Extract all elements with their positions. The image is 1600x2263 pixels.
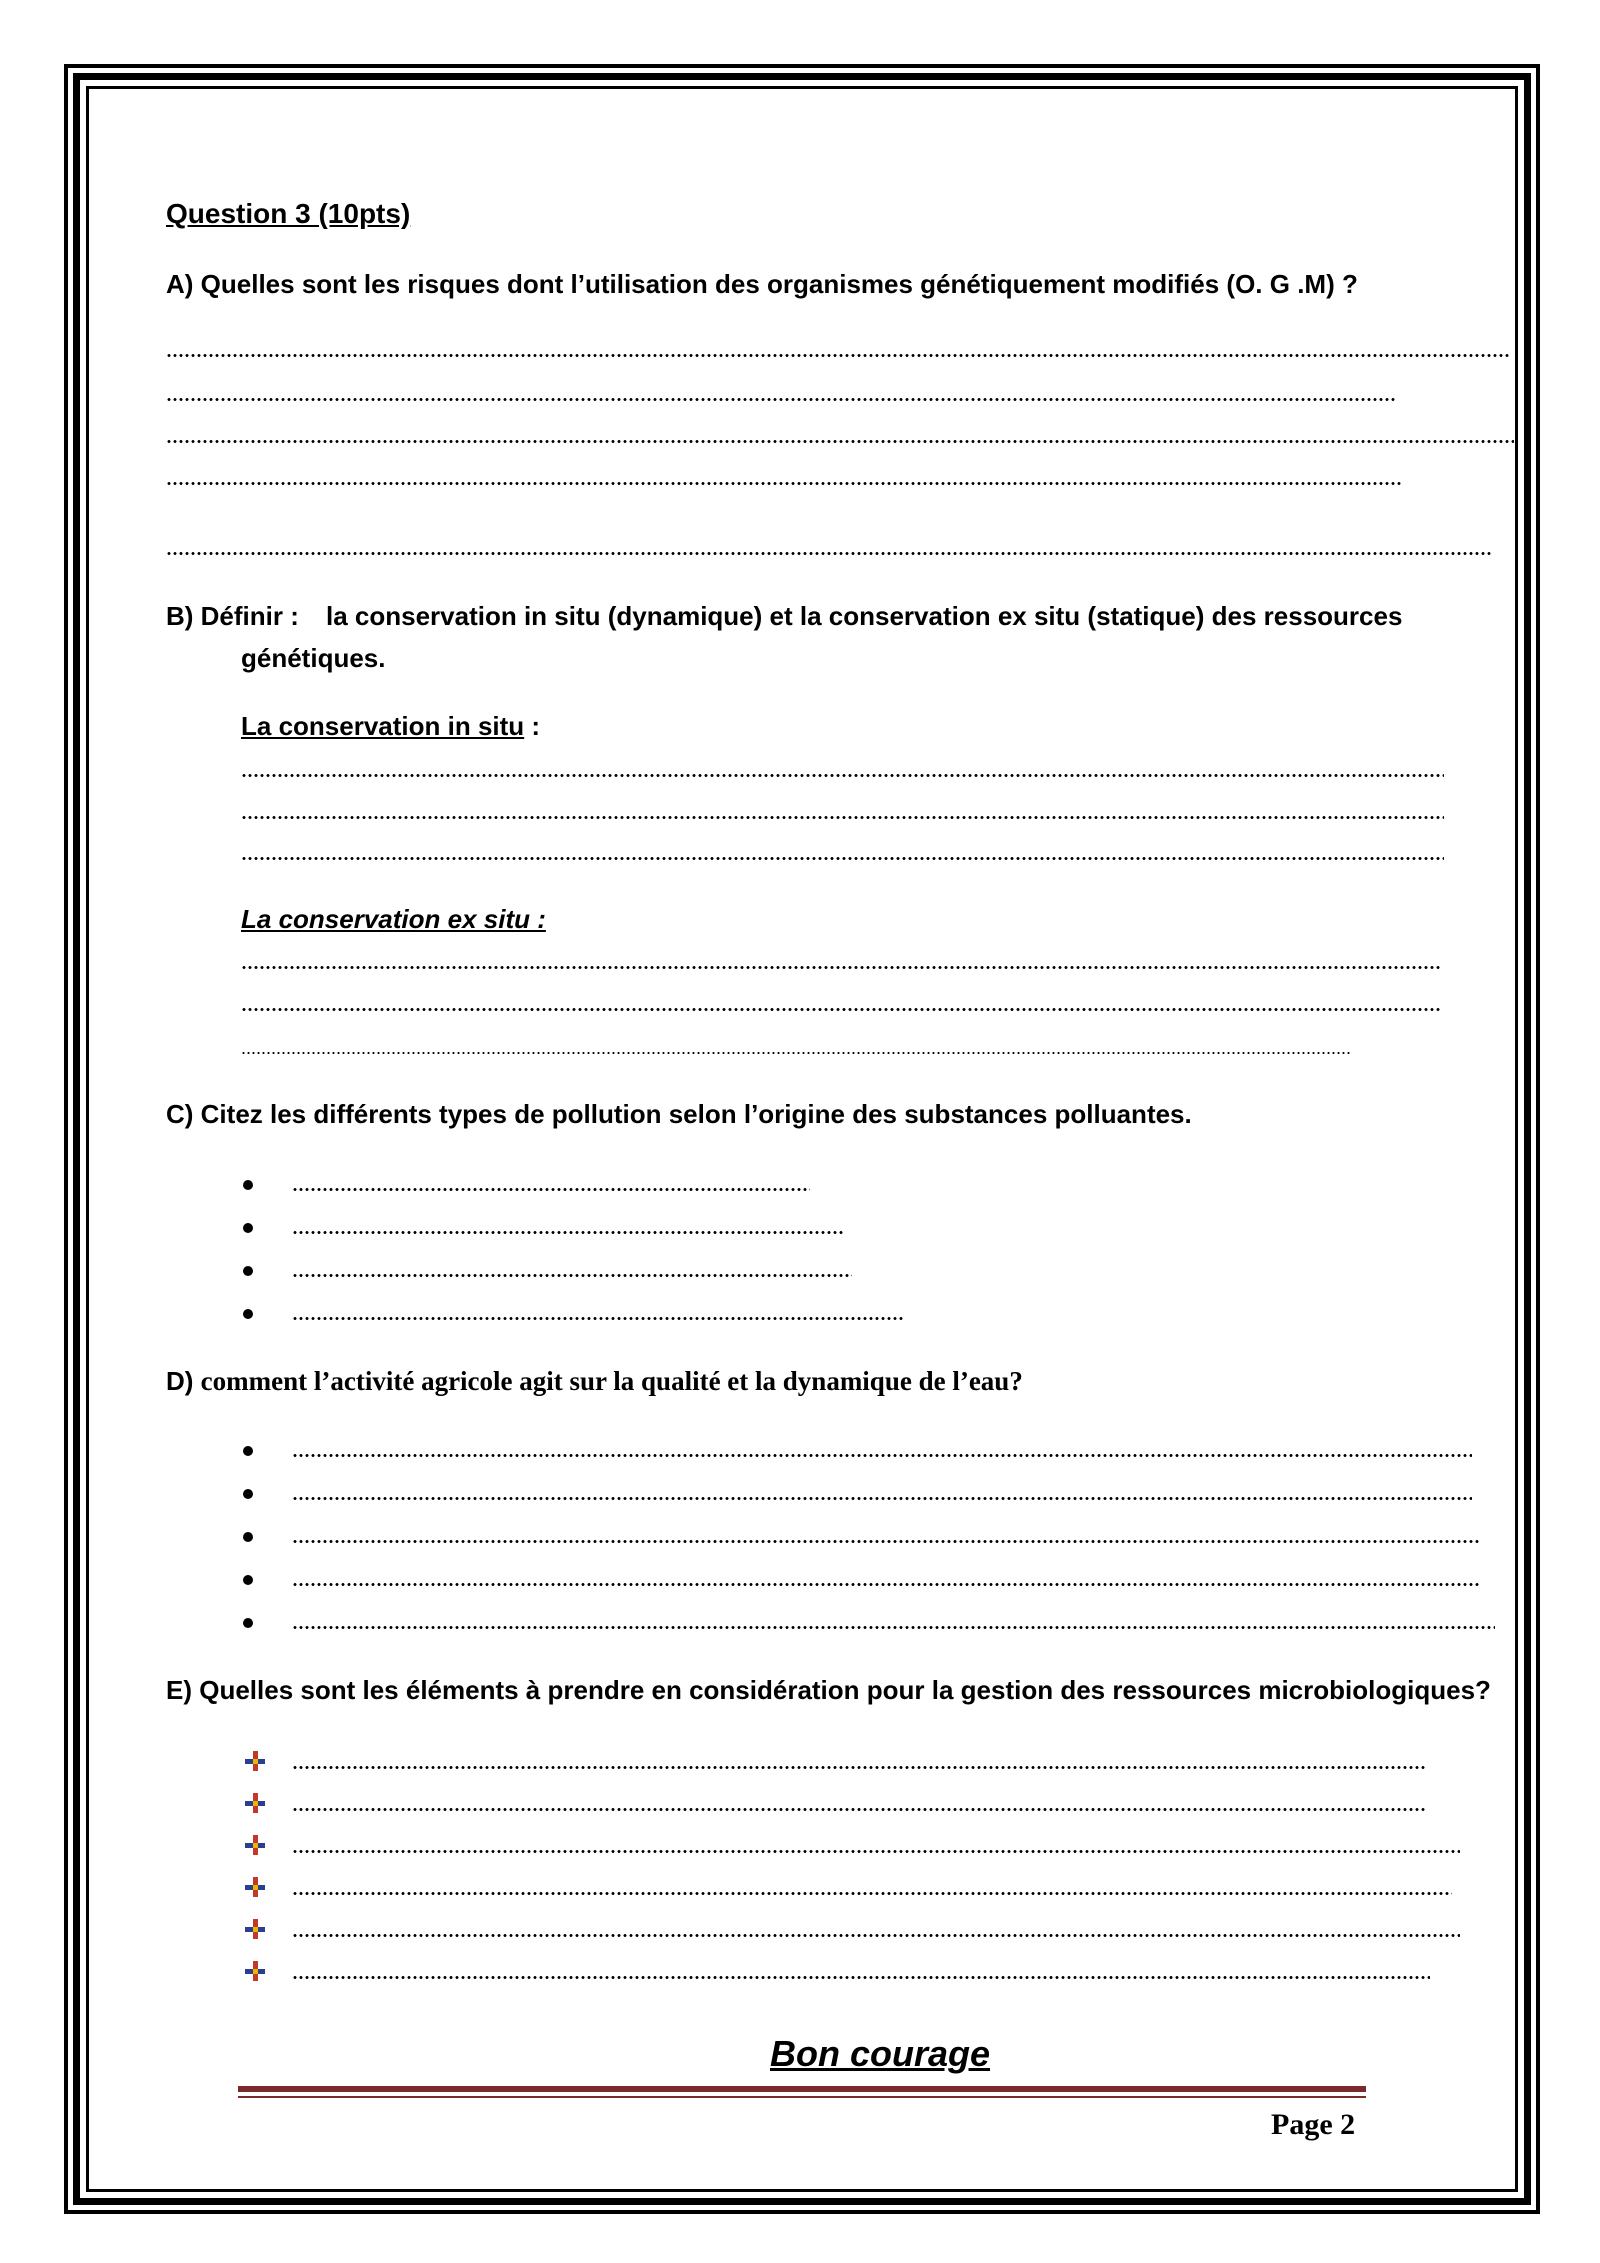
bullet-icon bbox=[243, 1309, 253, 1319]
answer-line bbox=[292, 1273, 852, 1278]
question-b-prefix: B) Définir : bbox=[166, 601, 299, 631]
question-title: Question 3 (10pts) bbox=[166, 198, 411, 229]
answer-line bbox=[241, 856, 1444, 861]
answer-line bbox=[292, 1316, 904, 1321]
footer-rule-thin bbox=[238, 2096, 1366, 2098]
question-a-text: A) Quelles sont les risques dont l’utilisation des organismes génétiquement modifiés (O. G .M) ? bbox=[166, 269, 1358, 299]
ex-situ-label: La conservation ex situ bbox=[241, 904, 530, 934]
answer-line bbox=[241, 1007, 1442, 1012]
plus-cross-icon bbox=[245, 1961, 265, 1981]
bullet-icon bbox=[243, 1618, 253, 1628]
bullet-icon bbox=[243, 1575, 253, 1585]
question-b-text: la conservation in situ (dynamique) et la conservation ex situ (statique) des ressources bbox=[326, 601, 1403, 631]
plus-cross-icon bbox=[245, 1835, 265, 1855]
answer-line bbox=[292, 1496, 1472, 1501]
question-c-text: C) Citez les différents types de pollution selon l’origine des substances polluantes. bbox=[166, 1099, 1192, 1129]
bullet-icon bbox=[243, 1489, 253, 1499]
answer-line bbox=[166, 551, 1491, 556]
question-d-text: comment l’activité agricole agit sur la qualité et la dynamique de l’eau? bbox=[200, 1366, 1023, 1396]
plus-cross-icon bbox=[245, 1919, 265, 1939]
in-situ-colon: : bbox=[524, 711, 541, 741]
in-situ-heading bbox=[241, 713, 540, 739]
answer-line bbox=[292, 1453, 1472, 1458]
bullet-icon bbox=[243, 1446, 253, 1456]
question-d-prefix: D) bbox=[166, 1366, 194, 1396]
question-e-text: E) Quelles sont les éléments à prendre en considération pour la gestion des ressources microbiologiques? bbox=[166, 1675, 1491, 1705]
question-d-heading bbox=[166, 1368, 1023, 1395]
question-b-text-cont: génétiques. bbox=[241, 643, 386, 673]
answer-line bbox=[292, 1539, 1480, 1544]
answer-line bbox=[166, 439, 1514, 444]
plus-cross-icon bbox=[245, 1877, 265, 1897]
answer-line bbox=[292, 1891, 1452, 1896]
closing-text: Bon courage bbox=[770, 2033, 991, 2074]
answer-line bbox=[166, 397, 1396, 402]
answer-line bbox=[292, 1187, 810, 1192]
answer-line bbox=[292, 1625, 1495, 1630]
in-situ-label: La conservation in situ bbox=[241, 711, 525, 741]
answer-line bbox=[292, 1765, 1426, 1770]
bullet-icon bbox=[243, 1532, 253, 1542]
answer-line bbox=[292, 1975, 1430, 1980]
bullet-icon bbox=[243, 1266, 253, 1276]
answer-line bbox=[292, 1582, 1480, 1587]
answer-line bbox=[241, 773, 1444, 778]
answer-line bbox=[166, 481, 1403, 486]
page-number: Page 2 bbox=[1271, 2108, 1356, 2141]
answer-line bbox=[241, 965, 1442, 970]
answer-line bbox=[292, 1807, 1426, 1812]
answer-line bbox=[292, 1849, 1460, 1854]
answer-line bbox=[241, 1051, 1351, 1055]
ex-situ-colon: : bbox=[529, 904, 546, 934]
bullet-icon bbox=[243, 1180, 253, 1190]
ex-situ-heading bbox=[241, 906, 546, 932]
bullet-icon bbox=[243, 1223, 253, 1233]
plus-cross-icon bbox=[245, 1751, 265, 1771]
plus-cross-icon bbox=[245, 1793, 265, 1813]
answer-line bbox=[292, 1933, 1460, 1938]
answer-line bbox=[292, 1230, 844, 1235]
footer-rule bbox=[238, 2086, 1366, 2092]
answer-line bbox=[166, 353, 1511, 358]
answer-line bbox=[241, 815, 1444, 820]
